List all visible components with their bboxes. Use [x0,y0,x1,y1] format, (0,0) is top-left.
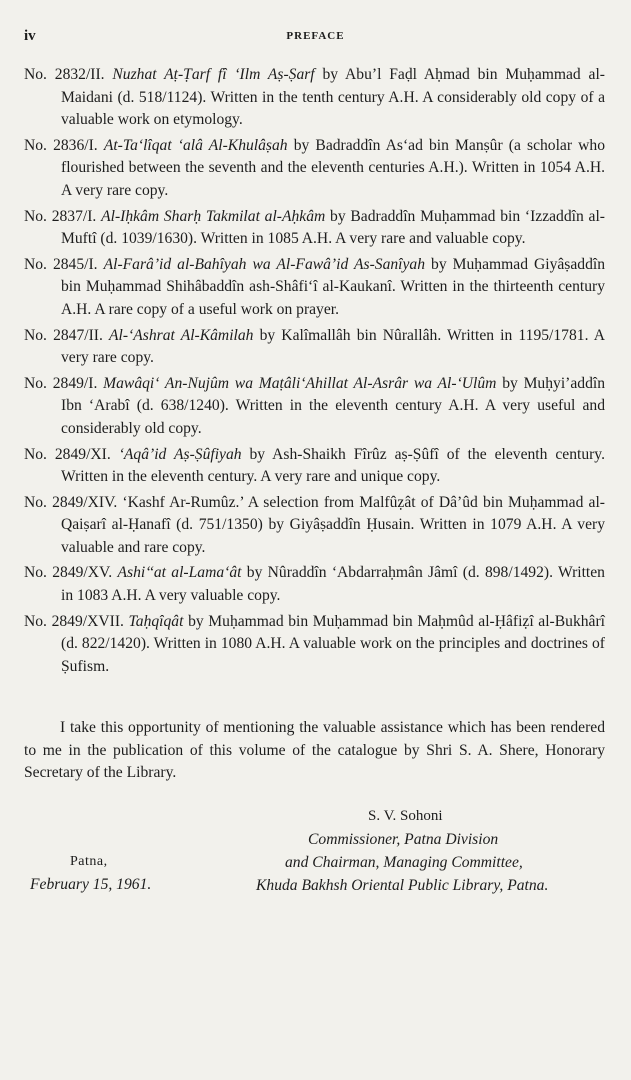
entry-title: Al-‘Ashrat Al-Kâmilah [109,326,254,344]
entry-title: At-Ta‘lîqat ‘alâ Al-Khulâṣah [103,136,288,154]
entry-text: by Muḥyi’addîn Ibn ‘Arabî (d. 638/1240). Written in the eleventh century A.H. A very useful and considerably old copy. [61,374,605,437]
entry-text: by Ash-Shaikh Fîrûz aṣ-Ṣûfî of the eleventh century. Written in the eleventh century. A very rare and unique copy. [61,445,605,486]
manuscript-entry [24,373,605,441]
entry-title: Taḥqîqât [128,612,184,630]
entry-text: by Nûraddîn ‘Abdarraḥmân Jâmî (d. 898/1492). Written in 1083 A.H. A very valuable copy. [61,564,605,605]
entry-title: ‘Aqâ’id Aṣ-Ṣûfiyah [118,445,242,463]
manuscript-entry [24,325,605,370]
entry-text: by Muḥammad bin Muḥammad bin Maḥmûd al-Ḥâfiẓî al-Bukhârî (d. 822/1420). Written in 1080 A.H. A valuable work on the principles and doctrines of Ṣufism. [61,612,605,675]
entry-text: by Kalîmallâh bin Nûrallâh. Written in 1195/1781. A very rare copy. [61,326,605,367]
signatory-title-3: Khuda Bakhsh Oriental Public Library, Patna. [256,877,549,894]
entry-number: No. 2837/I. [24,207,97,225]
entry-number: No. 2836/I. [24,136,98,154]
entry-number: No. 2847/II. [24,326,103,344]
manuscript-list [24,64,605,681]
manuscript-entry [24,206,605,251]
date: February 15, 1961. [30,876,152,893]
closing-paragraph: I take this opportunity of mentioning the valuable assistance which has been rendered to me in the publication of this volume of the catalogue by Shri S. A. Shere, Honorary Secretary of the Library. [24,719,605,782]
manuscript-entry [24,135,605,203]
signatory-title-2: and Chairman, Managing Committee, [285,854,523,871]
signatory-title-1: Commissioner, Patna Division [308,831,499,848]
entry-title: Mawâqi‘ An-Nujûm wa Maṭâli‘Ahillat Al-Asrâr wa Al-‘Ulûm [103,374,497,392]
entry-title: Al-Iḥkâm Sharḥ Takmilat al-Aḥkâm [101,207,326,225]
manuscript-entry [24,492,605,560]
entry-title: Al-Farâ’id al-Bahîyah wa Al-Fawâ’id As-Sanîyah [103,255,426,273]
manuscript-entry [24,562,605,607]
manuscript-entry [24,64,605,132]
entry-number: No. 2849/XI. [24,445,111,463]
entry-text: by Abu’l Faḍl Aḥmad bin Muḥammad al-Maidani (d. 518/1124). Written in the tenth century A.H. A considerably old copy of a valuable work on etymology. [61,66,605,129]
running-head: PREFACE [286,30,345,42]
manuscript-entry [24,254,605,322]
page-header [24,28,607,46]
entry-title: Ashi‘‘at al-Lama‘ât [117,564,242,582]
entry-text: by Badraddîn Muḥammad bin ‘Izzaddîn al-Muftî (d. 1039/1630). Written in 1085 A.H. A very rare and valuable copy. [61,207,605,248]
entry-number: No. 2849/XIV. [24,493,118,511]
entry-number: No. 2849/I. [24,374,98,392]
entry-text: by Muḥammad Giyâṣaddîn bin Muḥammad Shihâbaddîn ash-Shâfi‘î al-Kaukanî. Written in the thirteenth century A.H. A rare copy of a useful work on prayer. [61,255,606,318]
signatory-name: S. V. Sohoni [368,808,443,824]
entry-text: by Badraddîn As‘ad bin Manṣûr (a scholar who flourished between the seventh and the eleventh centuries A.H.). Written in 1054 A.H. A very rare copy. [61,136,606,199]
entry-number: No. 2849/XV. [24,564,113,582]
entry-title: Nuzhat Aṭ-Ṭarf fî ‘Ilm Aṣ-Ṣarf [112,66,315,83]
entry-number: No. 2832/II. [24,66,105,83]
manuscript-entry [24,444,605,489]
place: Patna, [70,854,108,869]
entry-number: No. 2845/I. [24,255,98,273]
entry-text: ‘Kashf Ar-Rumûz.’ A selection from Malfûẓât of Dâ’ûd bin Muḥammad al-Qaiṣarî al-Ḥanafî (d. 751/1350) by Giyâṣaddîn Ḥusain. Written in 1079 A.H. A very valuable and rare copy. [61,493,605,556]
page-number: iv [24,28,36,44]
entry-number: No. 2849/XVII. [24,612,124,630]
manuscript-entry [24,611,605,679]
